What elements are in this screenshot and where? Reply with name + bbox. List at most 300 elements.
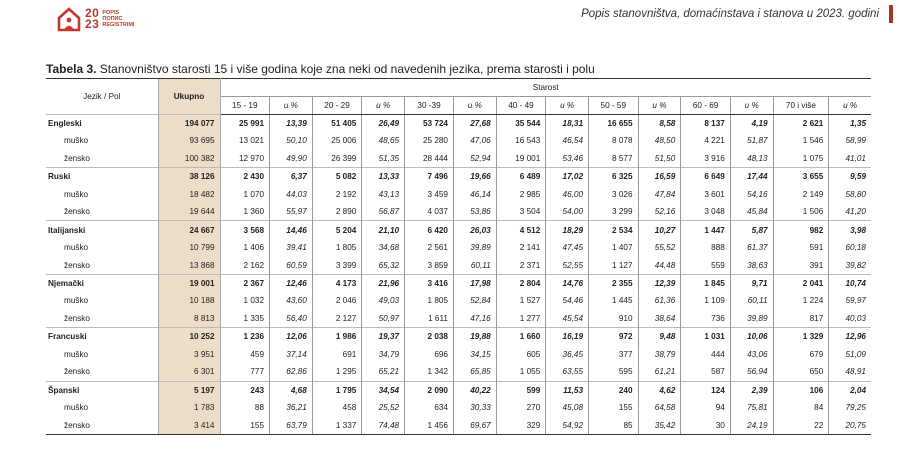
table-row [46, 381, 871, 399]
percent-cell: 35,42 [638, 417, 681, 435]
percent-cell: 69,67 [453, 417, 496, 435]
total-cell: 1 783 [158, 399, 220, 417]
percent-cell: 58,99 [845, 136, 866, 146]
count-cell: 2 367 [220, 274, 270, 292]
count-cell: 587 [681, 363, 731, 381]
count-cell: 3 655 [773, 167, 829, 185]
count-cell: 25 280 [405, 132, 454, 150]
count-cell: 51 405 [312, 114, 362, 132]
count-cell: 6 489 [496, 167, 546, 185]
column-header-age: Starost [220, 79, 871, 97]
count-cell: 19 001 [496, 150, 546, 168]
count-cell: 2 621 [773, 114, 829, 132]
percent-cell: 38,79 [638, 345, 681, 363]
percent-cell: 56,94 [730, 363, 773, 381]
percent-cell: 34,68 [362, 239, 405, 257]
percent-cell: 53,46 [546, 150, 589, 168]
count-cell: 2 038 [405, 328, 454, 346]
percent-cell: 38,63 [730, 256, 773, 274]
percent-cell: 75,81 [730, 399, 773, 417]
sex-label: žensko [64, 314, 90, 323]
percent-cell: 47,45 [546, 239, 589, 257]
count-cell: 2 534 [589, 221, 639, 239]
count-cell: 3 459 [405, 185, 454, 203]
percent-cell: 18,29 [546, 221, 589, 239]
column-header-age-range: 30 -39 [405, 96, 454, 114]
percent-cell: 53,86 [453, 203, 496, 221]
percent-cell: 10,74 [845, 278, 866, 288]
table-row [46, 256, 871, 274]
percent-cell: 58,80 [845, 189, 866, 199]
count-cell: 35 544 [496, 114, 546, 132]
percent-cell: 27,68 [453, 114, 496, 132]
total-cell: 3 414 [158, 417, 220, 435]
language-label: Njemački [48, 278, 84, 288]
count-cell: 106 [773, 381, 829, 399]
percent-cell: 10,06 [730, 328, 773, 346]
percent-cell: 21,96 [362, 274, 405, 292]
percent-cell: 40,03 [845, 314, 866, 323]
percent-cell: 65,85 [453, 363, 496, 381]
count-cell: 1 845 [681, 274, 731, 292]
count-cell: 2 890 [312, 203, 362, 221]
column-header-age-range: 20 - 29 [312, 96, 362, 114]
sex-label: žensko [64, 260, 90, 270]
percent-cell: 45,08 [546, 399, 589, 417]
percent-cell: 4,62 [638, 381, 681, 399]
count-cell: 53 724 [405, 114, 454, 132]
sex-label: žensko [46, 417, 158, 435]
percent-cell: 51,09 [845, 349, 866, 359]
percent-cell: 40,22 [453, 381, 496, 399]
count-cell: 972 [589, 328, 639, 346]
percent-cell: 9,59 [850, 172, 866, 182]
percent-cell: 34,54 [362, 381, 405, 399]
percent-cell: 39,41 [270, 239, 313, 257]
count-cell: 25 991 [220, 114, 270, 132]
table-body [46, 114, 871, 434]
percent-cell: 65,32 [362, 256, 405, 274]
count-cell: 559 [681, 256, 731, 274]
count-cell: 591 [773, 239, 829, 257]
percent-cell: 48,13 [730, 150, 773, 168]
percent-cell: 39,89 [453, 239, 496, 257]
percent-cell: 43,06 [730, 345, 773, 363]
count-cell: 4 512 [496, 221, 546, 239]
count-cell: 2 162 [220, 256, 270, 274]
table-row [46, 399, 871, 417]
total-cell: 24 667 [158, 221, 220, 239]
percent-cell: 47,16 [453, 310, 496, 328]
count-cell: 1 295 [312, 363, 362, 381]
percent-cell: 54,92 [546, 417, 589, 435]
percent-cell: 12,46 [270, 274, 313, 292]
percent-cell: 59,97 [845, 296, 866, 306]
language-label: Italijanski [48, 225, 86, 235]
total-cell: 10 252 [158, 328, 220, 346]
percent-cell: 79,25 [845, 403, 866, 413]
percent-cell: 60,11 [730, 292, 773, 310]
count-cell: 3 568 [220, 221, 270, 239]
count-cell: 3 416 [405, 274, 454, 292]
count-cell: 1 109 [681, 292, 731, 310]
count-cell: 444 [681, 345, 731, 363]
percent-cell: 51,87 [730, 132, 773, 150]
percent-cell: 1,35 [850, 118, 866, 128]
percent-cell: 16,19 [546, 328, 589, 346]
sex-label: muško [64, 136, 89, 146]
count-cell: 595 [589, 363, 639, 381]
count-cell: 1 224 [773, 292, 829, 310]
table-row [46, 114, 871, 132]
language-label: Engleski [48, 118, 82, 128]
count-cell: 736 [681, 310, 731, 328]
sex-label: muško [64, 296, 89, 306]
count-cell: 6 649 [681, 167, 731, 185]
percent-cell: 48,65 [362, 132, 405, 150]
count-cell: 1 407 [589, 239, 639, 257]
count-cell: 8 078 [589, 132, 639, 150]
count-cell: 377 [589, 345, 639, 363]
count-cell: 2 430 [220, 167, 270, 185]
count-cell: 2 804 [496, 274, 546, 292]
logo-words: POPIS ПОПИС REGISTRIMI [102, 10, 135, 28]
percent-cell: 46,14 [453, 185, 496, 203]
count-cell: 243 [220, 381, 270, 399]
percent-cell: 14,76 [546, 274, 589, 292]
count-cell: 1 447 [681, 221, 731, 239]
percent-cell: 12,39 [638, 274, 681, 292]
percent-cell: 18,31 [546, 114, 589, 132]
count-cell: 817 [773, 310, 829, 328]
count-cell: 16 543 [496, 132, 546, 150]
percent-cell: 63,79 [270, 417, 313, 435]
total-cell: 10 188 [158, 292, 220, 310]
count-cell: 1 406 [220, 239, 270, 257]
total-cell: 13 868 [158, 256, 220, 274]
count-cell: 1 075 [773, 150, 829, 168]
percent-cell: 41,20 [845, 207, 866, 217]
percent-cell: 24,19 [730, 417, 773, 435]
percent-cell: 61,37 [730, 239, 773, 257]
count-cell: 1 805 [405, 292, 454, 310]
count-cell: 650 [773, 363, 829, 381]
count-cell: 12 970 [220, 150, 270, 168]
percent-cell: 63,55 [546, 363, 589, 381]
table-row [46, 345, 871, 363]
count-cell: 1 360 [220, 203, 270, 221]
count-cell: 4 037 [405, 203, 454, 221]
count-cell: 8 137 [681, 114, 731, 132]
count-cell: 777 [220, 363, 270, 381]
percent-cell: 8,58 [638, 114, 681, 132]
percent-cell: 11,53 [546, 381, 589, 399]
percent-cell: 60,11 [453, 256, 496, 274]
table-row [46, 292, 871, 310]
percent-cell: 17,02 [546, 167, 589, 185]
count-cell: 2 090 [405, 381, 454, 399]
count-cell: 25 006 [312, 132, 362, 150]
total-cell: 6 301 [158, 363, 220, 381]
percent-cell: 74,48 [362, 417, 405, 435]
count-cell: 5 082 [312, 167, 362, 185]
count-cell: 6 325 [589, 167, 639, 185]
count-cell: 888 [681, 239, 731, 257]
count-cell: 4 173 [312, 274, 362, 292]
percent-cell: 9,71 [730, 274, 773, 292]
percent-cell: 52,84 [453, 292, 496, 310]
percent-cell: 51,50 [638, 150, 681, 168]
count-cell: 88 [220, 399, 270, 417]
table-row [46, 132, 871, 150]
table-row [46, 310, 871, 328]
sex-label: muško [64, 403, 89, 413]
count-cell: 3 048 [681, 203, 731, 221]
count-cell: 94 [681, 399, 731, 417]
count-cell: 2 355 [589, 274, 639, 292]
count-cell: 329 [496, 417, 546, 435]
count-cell: 910 [589, 310, 639, 328]
count-cell: 1 506 [773, 203, 829, 221]
count-cell: 1 335 [220, 310, 270, 328]
table-row [46, 185, 871, 203]
percent-cell: 56,40 [270, 310, 313, 328]
count-cell: 28 444 [405, 150, 454, 168]
total-cell: 194 077 [158, 114, 220, 132]
table-row [46, 363, 871, 381]
column-header-percent: u % [638, 96, 681, 114]
language-label: Francuski [48, 332, 87, 342]
table-row [46, 274, 871, 292]
count-cell: 2 561 [405, 239, 454, 257]
percent-cell: 26,03 [453, 221, 496, 239]
count-cell: 84 [773, 399, 829, 417]
count-cell: 22 [773, 417, 829, 435]
percent-cell: 60,18 [845, 243, 866, 253]
percent-cell: 21,10 [362, 221, 405, 239]
percent-cell: 26,49 [362, 114, 405, 132]
percent-cell: 4,19 [730, 114, 773, 132]
count-cell: 1 236 [220, 328, 270, 346]
column-header-percent: u % [362, 96, 405, 114]
percent-cell: 16,59 [638, 167, 681, 185]
table-title: Tabela 3. Stanovništvo starosti 15 i više godina koje zna neki od navedenih jezika, prema starosti i polu [46, 62, 595, 76]
count-cell: 691 [312, 345, 362, 363]
percent-cell: 52,16 [638, 203, 681, 221]
count-cell: 1 342 [405, 363, 454, 381]
percent-cell: 39,82 [845, 260, 866, 270]
percent-cell: 43,13 [362, 185, 405, 203]
count-cell: 3 504 [496, 203, 546, 221]
count-cell: 982 [773, 221, 829, 239]
count-cell: 1 456 [405, 417, 454, 435]
total-cell: 3 951 [158, 345, 220, 363]
count-cell: 391 [773, 256, 829, 274]
percent-cell: 54,00 [546, 203, 589, 221]
column-header-age-range: 40 - 49 [496, 96, 546, 114]
table-row [46, 328, 871, 346]
sex-label: muško [64, 189, 89, 199]
percent-cell: 44,03 [270, 185, 313, 203]
percent-cell: 48,50 [638, 132, 681, 150]
census-logo [56, 4, 156, 34]
percent-cell: 50,10 [270, 132, 313, 150]
percent-cell: 39,89 [730, 310, 773, 328]
percent-cell: 45,54 [546, 310, 589, 328]
count-cell: 124 [681, 381, 731, 399]
count-cell: 2 141 [496, 239, 546, 257]
percent-cell: 10,27 [638, 221, 681, 239]
header-accent-bar [889, 5, 893, 23]
percent-cell: 47,06 [453, 132, 496, 150]
page-header [0, 0, 899, 40]
count-cell: 6 420 [405, 221, 454, 239]
percent-cell: 51,35 [362, 150, 405, 168]
total-cell: 5 197 [158, 381, 220, 399]
total-cell: 19 644 [158, 203, 220, 221]
table-header-row [46, 79, 871, 97]
percent-cell: 2,04 [850, 385, 866, 395]
percent-cell: 36,45 [546, 345, 589, 363]
table-row [46, 221, 871, 239]
count-cell: 1 032 [220, 292, 270, 310]
count-cell: 1 031 [681, 328, 731, 346]
count-cell: 1 611 [405, 310, 454, 328]
total-cell: 19 001 [158, 274, 220, 292]
column-header-age-range: 15 - 19 [220, 96, 270, 114]
table-row [46, 203, 871, 221]
column-header-language: Jezik / Pol [46, 79, 158, 115]
sex-label: muško [64, 243, 89, 253]
percent-cell: 46,00 [546, 185, 589, 203]
count-cell: 1 805 [312, 239, 362, 257]
count-cell: 155 [589, 399, 639, 417]
count-cell: 2 192 [312, 185, 362, 203]
total-cell: 10 799 [158, 239, 220, 257]
count-cell: 1 127 [589, 256, 639, 274]
count-cell: 459 [220, 345, 270, 363]
column-header-percent: u % [270, 96, 313, 114]
count-cell: 155 [220, 417, 270, 435]
percent-cell: 49,03 [362, 292, 405, 310]
percent-cell: 52,94 [453, 150, 496, 168]
percent-cell: 25,52 [362, 399, 405, 417]
count-cell: 1 445 [589, 292, 639, 310]
percent-cell: 47,84 [638, 185, 681, 203]
percent-cell: 52,55 [546, 256, 589, 274]
percent-cell: 64,58 [638, 399, 681, 417]
sex-label: žensko [64, 207, 90, 217]
count-cell: 8 577 [589, 150, 639, 168]
percent-cell: 54,16 [730, 185, 773, 203]
total-cell: 18 482 [158, 185, 220, 203]
data-table [46, 78, 871, 435]
count-cell: 2 149 [773, 185, 829, 203]
count-cell: 2 371 [496, 256, 546, 274]
column-header-percent: u % [829, 96, 871, 114]
percent-cell: 17,98 [453, 274, 496, 292]
count-cell: 1 795 [312, 381, 362, 399]
count-cell: 270 [496, 399, 546, 417]
count-cell: 2 985 [496, 185, 546, 203]
percent-cell: 13,39 [270, 114, 313, 132]
percent-cell: 36,21 [270, 399, 313, 417]
percent-cell: 30,33 [453, 399, 496, 417]
count-cell: 599 [496, 381, 546, 399]
count-cell: 1 660 [496, 328, 546, 346]
percent-cell: 65,21 [362, 363, 405, 381]
count-cell: 26 399 [312, 150, 362, 168]
percent-cell: 45,84 [730, 203, 773, 221]
count-cell: 3 026 [589, 185, 639, 203]
language-label: Ruski [48, 172, 71, 182]
column-header-age-range: 60 - 69 [681, 96, 731, 114]
count-cell: 30 [681, 417, 731, 435]
count-cell: 634 [405, 399, 454, 417]
percent-cell: 49,90 [270, 150, 313, 168]
count-cell: 1 527 [496, 292, 546, 310]
column-header-total: Ukupno [158, 79, 220, 115]
percent-cell: 19,66 [453, 167, 496, 185]
document-title: Popis stanovništva, domaćinstava i stanova u 2023. godini [581, 8, 879, 20]
count-cell: 3 601 [681, 185, 731, 203]
count-cell: 16 655 [589, 114, 639, 132]
percent-cell: 43,60 [270, 292, 313, 310]
total-cell: 38 126 [158, 167, 220, 185]
column-header-age-range: 70 i više [773, 96, 829, 114]
total-cell: 8 813 [158, 310, 220, 328]
house-logo-icon [56, 6, 82, 32]
percent-cell: 2,39 [730, 381, 773, 399]
count-cell: 696 [405, 345, 454, 363]
logo-year: 20 23 [85, 6, 100, 31]
table-row [46, 150, 871, 168]
count-cell: 3 299 [589, 203, 639, 221]
count-cell: 2 127 [312, 310, 362, 328]
percent-cell: 44,48 [638, 256, 681, 274]
percent-cell: 61,21 [638, 363, 681, 381]
percent-cell: 56,87 [362, 203, 405, 221]
count-cell: 1 546 [773, 132, 829, 150]
count-cell: 1 070 [220, 185, 270, 203]
count-cell: 679 [773, 345, 829, 363]
percent-cell: 12,06 [270, 328, 313, 346]
count-cell: 85 [589, 417, 639, 435]
language-label: Španski [48, 385, 80, 395]
count-cell: 1 986 [312, 328, 362, 346]
column-header-percent: u % [730, 96, 773, 114]
count-cell: 1 277 [496, 310, 546, 328]
percent-cell: 12,96 [845, 332, 866, 342]
count-cell: 4 221 [681, 132, 731, 150]
count-cell: 605 [496, 345, 546, 363]
percent-cell: 19,88 [453, 328, 496, 346]
count-cell: 13 021 [220, 132, 270, 150]
count-cell: 1 055 [496, 363, 546, 381]
percent-cell: 55,97 [270, 203, 313, 221]
table-row [46, 167, 871, 185]
percent-cell: 14,46 [270, 221, 313, 239]
percent-cell: 46,54 [546, 132, 589, 150]
percent-cell: 34,79 [362, 345, 405, 363]
percent-cell: 61,36 [638, 292, 681, 310]
percent-cell: 13,33 [362, 167, 405, 185]
sex-label: muško [64, 349, 89, 359]
count-cell: 2 041 [773, 274, 829, 292]
percent-cell: 9,48 [638, 328, 681, 346]
count-cell: 7 496 [405, 167, 454, 185]
sex-label: žensko [64, 367, 90, 377]
